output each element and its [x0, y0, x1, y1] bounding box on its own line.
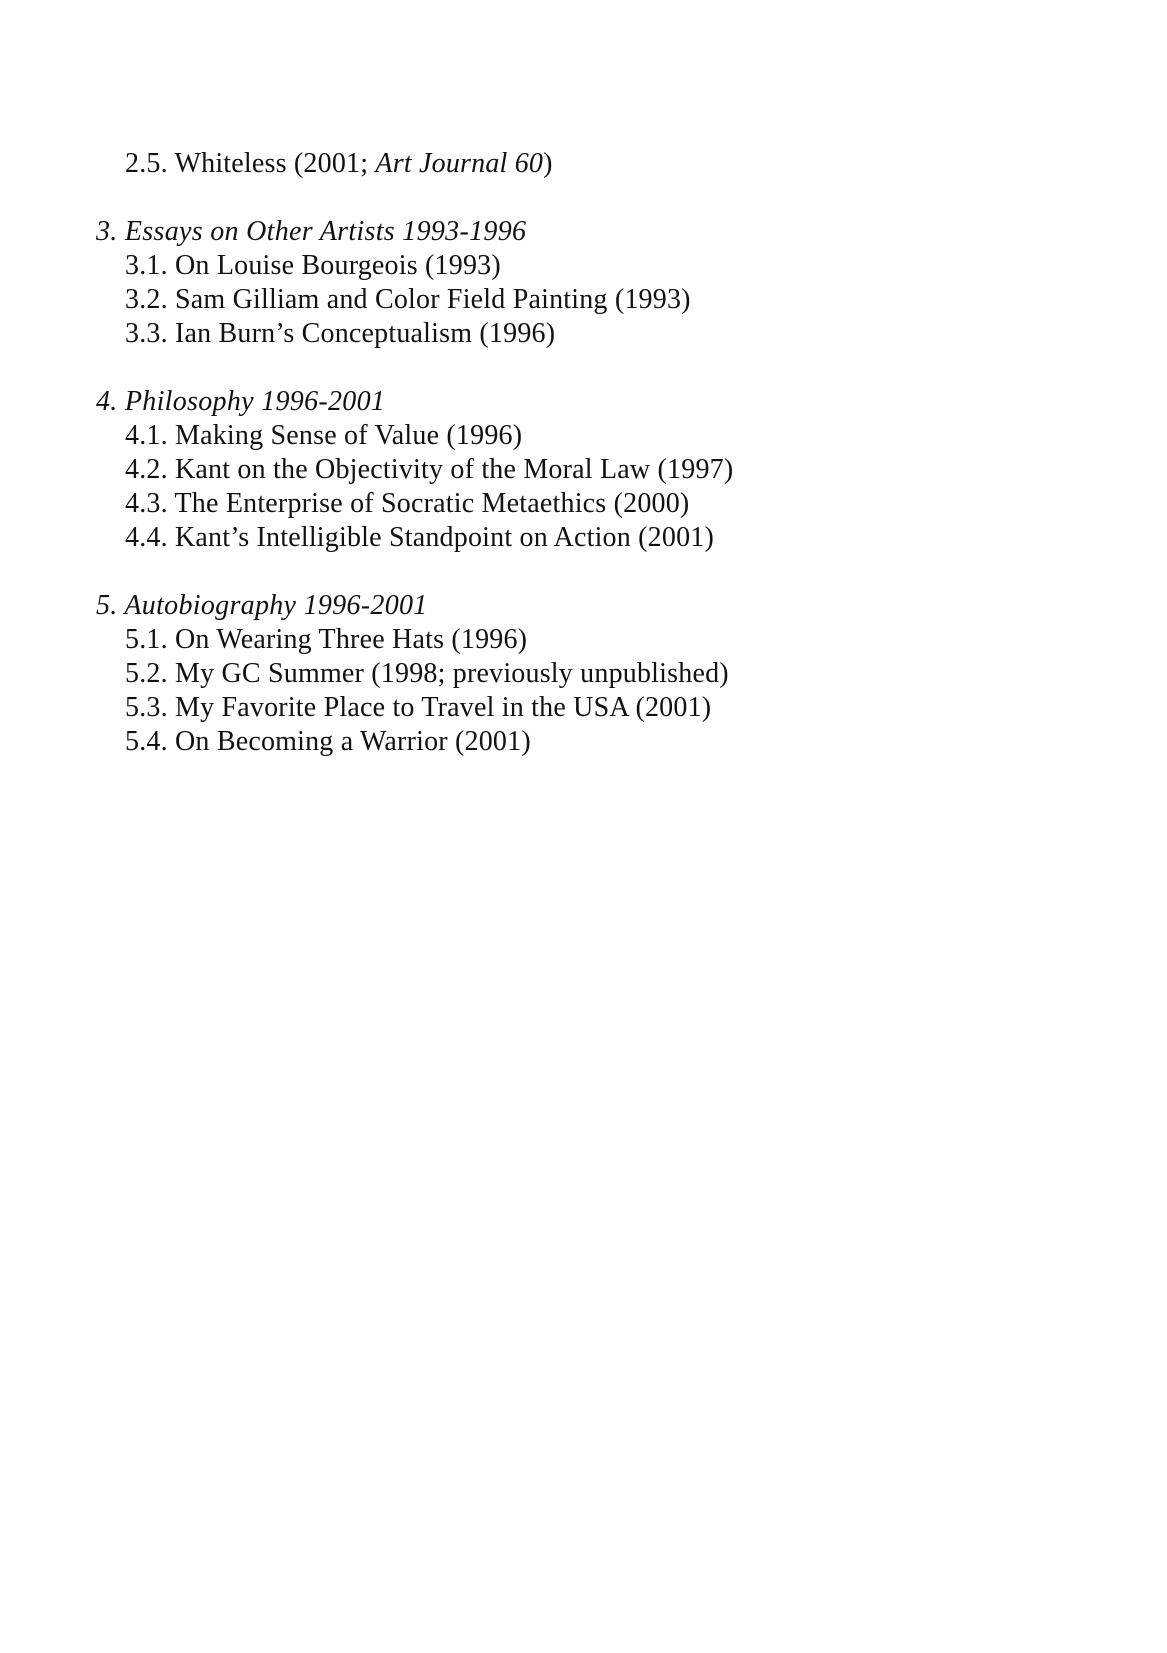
- toc-entry-5-3: 5.3. My Favorite Place to Travel in the USA (2001): [125, 692, 712, 723]
- toc-entry-4-1: 4.1. Making Sense of Value (1996): [125, 420, 523, 451]
- toc-entry-text: ): [543, 148, 553, 179]
- table-of-contents: [0, 147, 1167, 759]
- toc-entry-text: 2.5. Whiteless (2001;: [125, 148, 376, 179]
- toc-entry-4-4: 4.4. Kant’s Intelligible Standpoint on Action (2001): [125, 522, 715, 553]
- section-heading-4: 4. Philosophy 1996-2001: [96, 386, 386, 417]
- toc-entry-4-3: 4.3. The Enterprise of Socratic Metaethics (2000): [125, 488, 690, 519]
- toc-entry-3-3: 3.3. Ian Burn’s Conceptualism (1996): [125, 318, 556, 349]
- toc-entry-2-5: [0, 147, 1167, 181]
- toc-entry-5-1: 5.1. On Wearing Three Hats (1996): [125, 624, 528, 655]
- toc-section-3: [0, 215, 1167, 351]
- toc-entry-3-1: 3.1. On Louise Bourgeois (1993): [125, 250, 501, 281]
- toc-entry-4-2: 4.2. Kant on the Objectivity of the Moral Law (1997): [125, 454, 734, 485]
- journal-title: Art Journal 60: [375, 148, 544, 179]
- toc-section-5: [0, 589, 1167, 759]
- toc-entry-3-2: 3.2. Sam Gilliam and Color Field Painting (1993): [125, 284, 691, 315]
- toc-entry-5-2: 5.2. My GC Summer (1998; previously unpublished): [125, 658, 729, 689]
- toc-entry-5-4: 5.4. On Becoming a Warrior (2001): [125, 726, 531, 757]
- toc-section-4: [0, 385, 1167, 555]
- section-heading-5: 5. Autobiography 1996-2001: [96, 590, 428, 621]
- section-heading-3: 3. Essays on Other Artists 1993-1996: [96, 216, 527, 247]
